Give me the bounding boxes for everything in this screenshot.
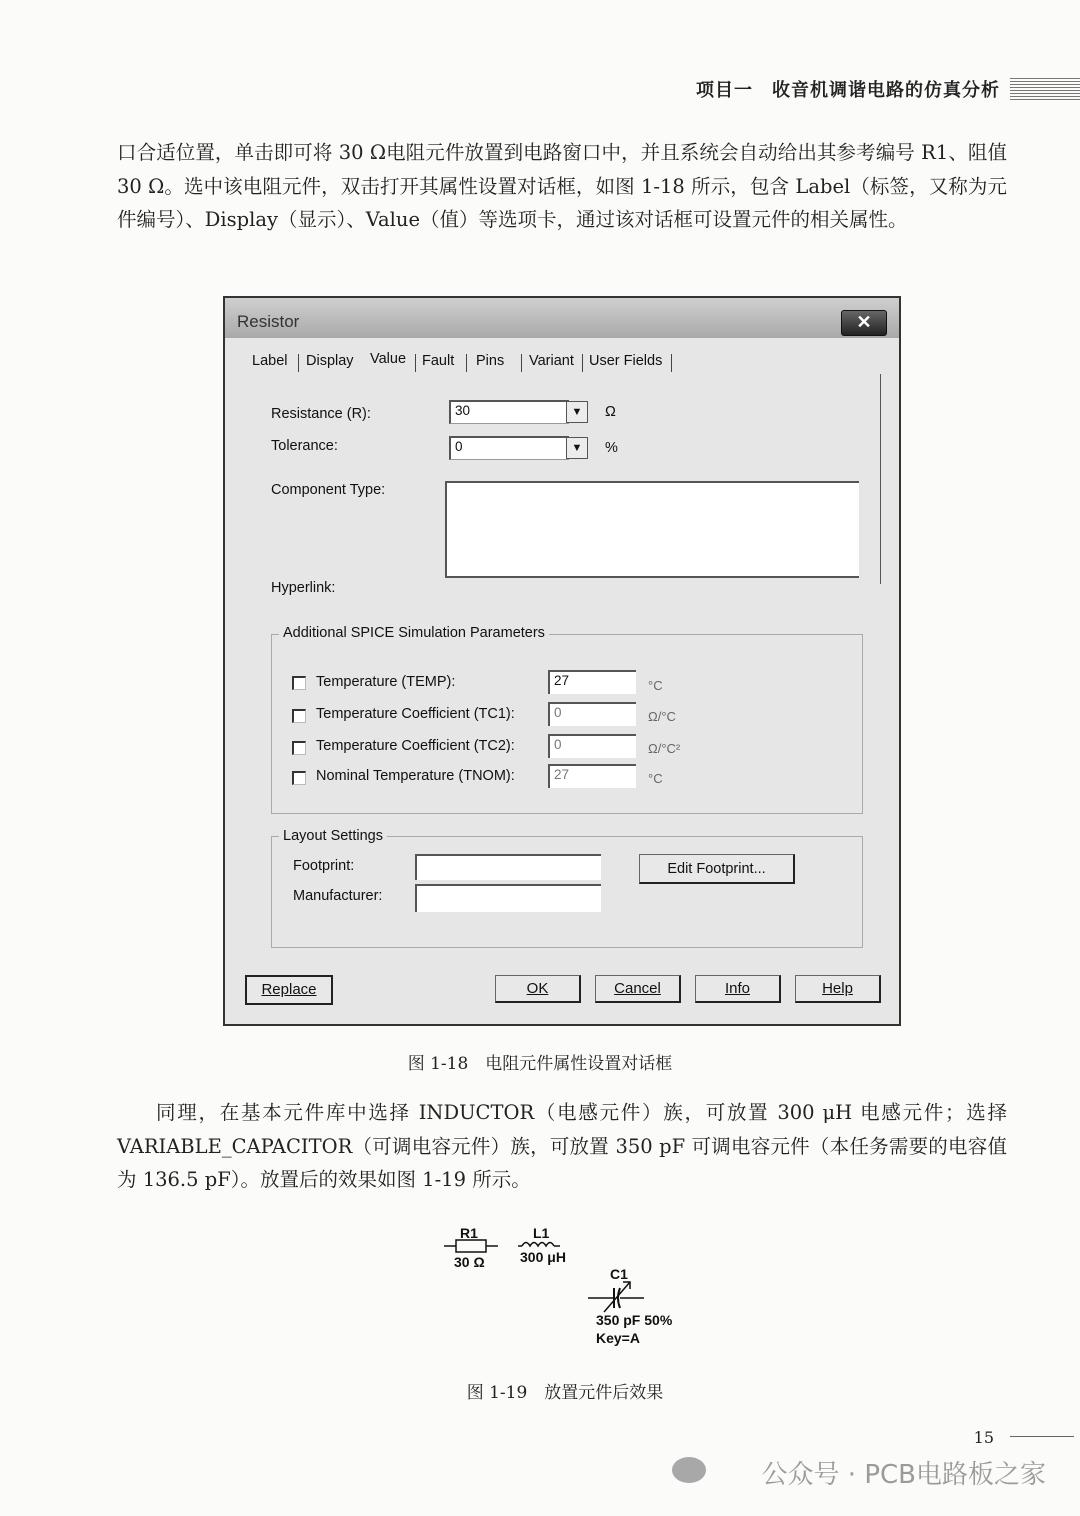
manufacturer-label: Manufacturer:: [293, 888, 383, 904]
component-type-label: Component Type:: [271, 482, 386, 498]
footprint-input[interactable]: [415, 854, 601, 880]
temp-input[interactable]: [548, 670, 636, 694]
c1-value: 350 pF 50%: [596, 1312, 673, 1328]
resistance-label: Resistance (R):: [271, 406, 371, 422]
tab-separator: [582, 354, 583, 372]
tab-separator: [671, 354, 672, 372]
cancel-button[interactable]: Cancel: [595, 975, 681, 1003]
r1-body: [456, 1240, 486, 1252]
watermark-text: 公众号 · PCB电路板之家: [761, 1460, 1046, 1490]
info-button[interactable]: Info: [695, 975, 781, 1003]
footprint-label: Footprint:: [293, 858, 355, 874]
tab-separator: [298, 354, 299, 372]
para2-text: 同理，在基本元件库中选择 INDUCTOR（电感元件）族，可放置 300 μH 电感元件；选择 VARIABLE_CAPACITOR（可调电容元件）族，可放置 350 pF 可调电容元件（本任务需要的电容值为 136.5 pF）。放置后的效果如图 1-19 所示。: [117, 1101, 1007, 1191]
tab-pins[interactable]: Pins: [476, 353, 505, 369]
ok-button[interactable]: OK: [495, 975, 581, 1003]
tc2-unit: Ω/°C²: [648, 741, 681, 756]
panel-edge: [880, 374, 881, 584]
intro-paragraph: [117, 136, 1007, 237]
hyperlink-input[interactable]: [445, 576, 859, 578]
c1-plate-right: [618, 1288, 620, 1308]
tc2-label: Temperature Coefficient (TC2):: [316, 738, 515, 754]
resistance-input[interactable]: [449, 400, 569, 424]
tc2-input[interactable]: [548, 734, 636, 758]
replace-button[interactable]: Replace: [245, 975, 333, 1005]
resistance-unit: Ω: [605, 404, 616, 420]
l1-ref: L1: [533, 1225, 550, 1241]
component-type-input[interactable]: [445, 481, 859, 577]
manufacturer-input[interactable]: [415, 884, 601, 912]
tc1-input[interactable]: [548, 702, 636, 726]
tc2-value: 0: [554, 737, 562, 752]
tnom-input[interactable]: [548, 764, 636, 788]
tolerance-value: 0: [455, 439, 463, 454]
temp-unit: °C: [648, 678, 663, 693]
header-decoration: [1010, 78, 1080, 100]
tolerance-dropdown-button[interactable]: ▼: [566, 437, 588, 459]
temp-checkbox[interactable]: [292, 676, 306, 690]
tab-separator: [466, 354, 467, 372]
resistance-value: 30: [455, 403, 471, 418]
hyperlink-label: Hyperlink:: [271, 580, 336, 596]
c1-variable-arrow: [604, 1282, 630, 1312]
tc2-checkbox[interactable]: [292, 741, 306, 755]
l1-coil: [522, 1243, 554, 1247]
tolerance-input[interactable]: [449, 436, 569, 460]
tc1-unit: Ω/°C: [648, 709, 676, 724]
dialog-titlebar: [225, 298, 899, 338]
resistance-dropdown-button[interactable]: ▼: [566, 401, 588, 423]
tc1-checkbox[interactable]: [292, 709, 306, 723]
tab-label[interactable]: Label: [252, 353, 288, 369]
running-header: 项目一 收音机调谐电路的仿真分析: [696, 80, 1000, 101]
c1-key: Key=A: [596, 1330, 640, 1346]
edit-footprint-button[interactable]: Edit Footprint...: [639, 854, 795, 884]
page-number-rule: [1010, 1436, 1074, 1437]
tab-variant[interactable]: Variant: [529, 353, 574, 369]
c1-ref: C1: [610, 1266, 628, 1282]
figure-1-18-caption: 图 1-18 电阻元件属性设置对话框: [407, 1054, 673, 1074]
wechat-icon: [672, 1457, 706, 1483]
help-button[interactable]: Help: [795, 975, 881, 1003]
tab-display[interactable]: Display: [306, 353, 354, 369]
temp-value: 27: [554, 673, 570, 688]
tnom-label: Nominal Temperature (TNOM):: [316, 768, 515, 784]
tnom-unit: °C: [648, 771, 663, 786]
tc1-value: 0: [554, 705, 562, 720]
intro-text: 口合适位置，单击即可将 30 Ω电阻元件放置到电路窗口中，并且系统会自动给出其参考编号 R1、阻值 30 Ω。选中该电阻元件，双击打开其属性设置对话框，如图 1-18 所示，包含 Label（标签，又称为元件编号）、Display（显示）、Value（值）等选项卡，通过该对话框可设置元件的相关属性。: [117, 141, 1007, 231]
close-button[interactable]: ✕: [841, 310, 887, 336]
tab-value[interactable]: Value: [370, 351, 407, 367]
dialog-title: Resistor: [237, 312, 300, 331]
tnom-value: 27: [554, 767, 570, 782]
tolerance-unit: %: [605, 440, 618, 456]
tab-fault[interactable]: Fault: [422, 353, 455, 369]
resistor-dialog: [223, 296, 901, 1026]
tnom-checkbox[interactable]: [292, 771, 306, 785]
body-paragraph-2: [117, 1096, 1007, 1197]
tab-separator: [415, 354, 416, 372]
layout-group-title: Layout Settings: [279, 828, 387, 844]
page-number: 15: [973, 1428, 994, 1447]
r1-ref: R1: [460, 1225, 478, 1241]
r1-value: 30 Ω: [454, 1254, 485, 1270]
tab-user-fields[interactable]: User Fields: [589, 353, 663, 369]
tab-separator: [521, 354, 522, 372]
tolerance-label: Tolerance:: [271, 438, 338, 454]
spice-group-title: Additional SPICE Simulation Parameters: [279, 625, 549, 641]
tc1-label: Temperature Coefficient (TC1):: [316, 706, 515, 722]
l1-value: 300 μH: [520, 1249, 566, 1265]
temp-label: Temperature (TEMP):: [316, 674, 456, 690]
figure-1-19-caption: 图 1-19 放置元件后效果: [466, 1383, 664, 1403]
